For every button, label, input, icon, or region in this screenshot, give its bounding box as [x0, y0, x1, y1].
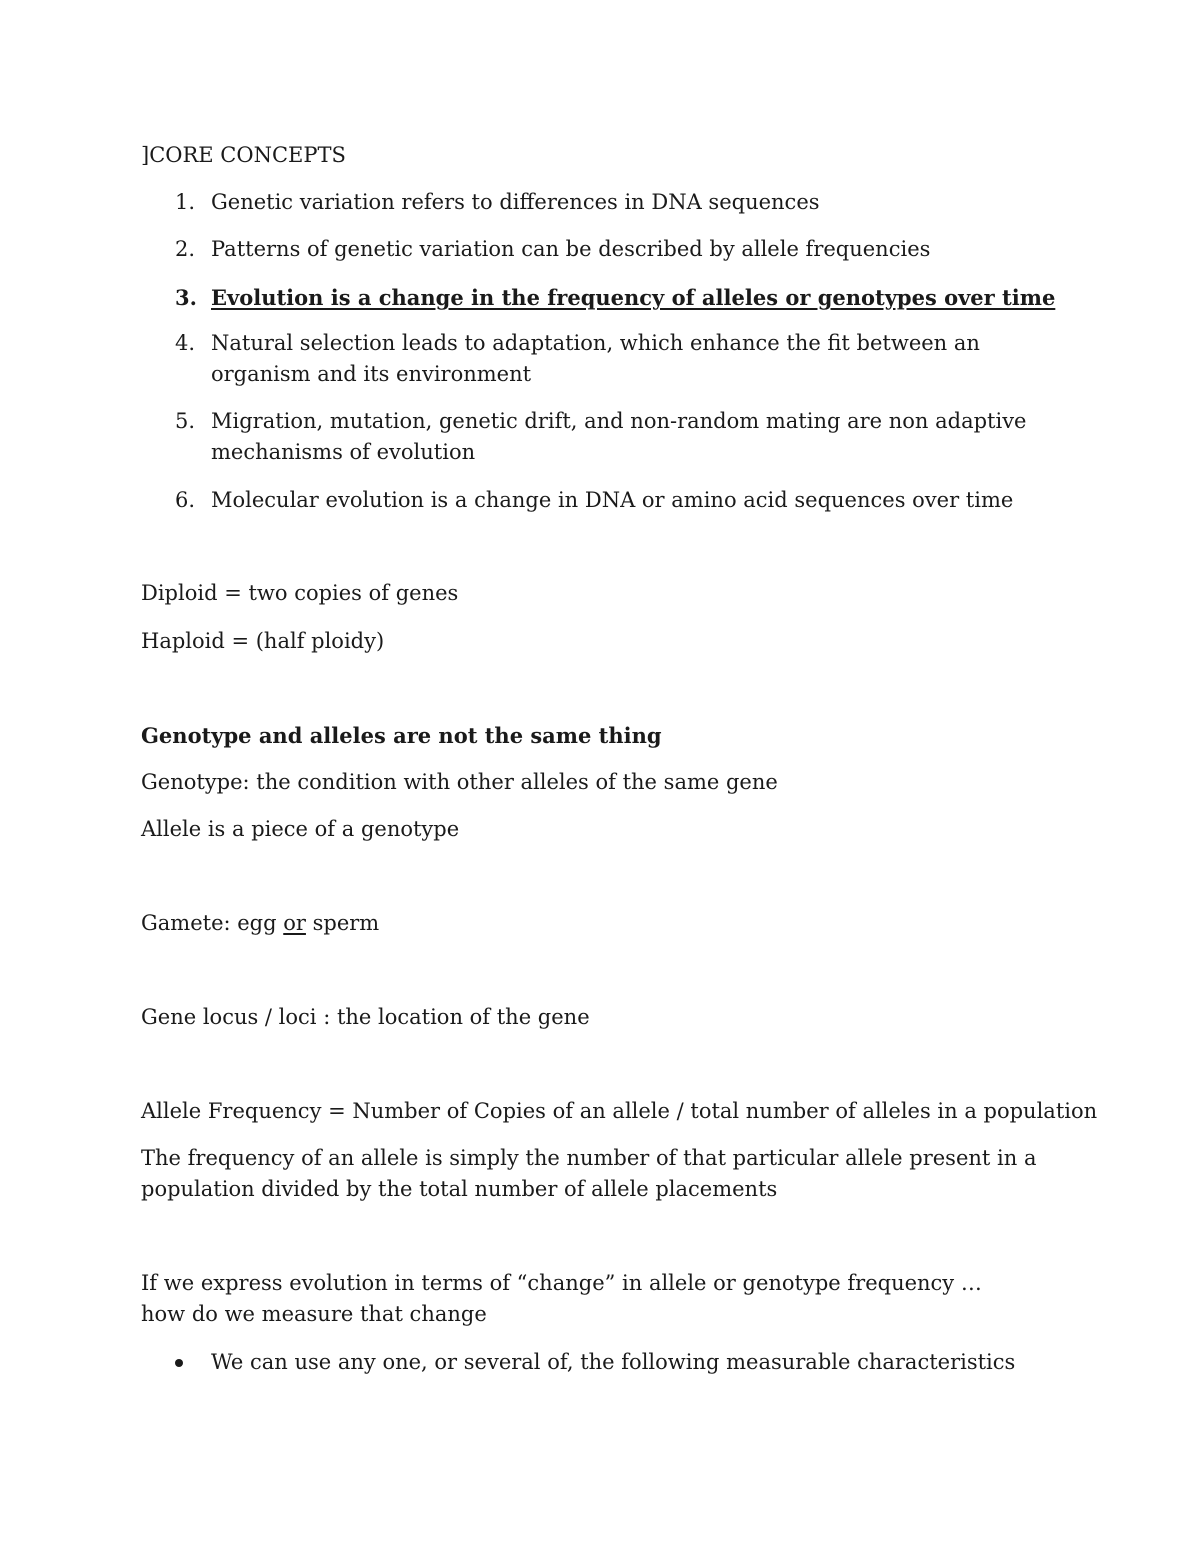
concept-item: Patterns of genetic variation can be described by allele frequencies [211, 237, 931, 261]
gamete-or: or [283, 911, 306, 935]
genotype-definition: Genotype: the condition with other alleles of the same gene [141, 770, 778, 794]
gamete-prefix: Gamete: egg [141, 911, 284, 935]
concept-number: 2. [175, 237, 196, 261]
bullet-icon [175, 1359, 183, 1367]
concept-item: Genetic variation refers to differences in DNA sequences [211, 190, 820, 214]
concept-number: 6. [175, 488, 196, 512]
diploid-definition: Diploid = two copies of genes [141, 581, 459, 605]
concept-item: Migration, mutation, genetic drift, and non-random mating are non adaptive mechanisms of evolution [211, 409, 1027, 464]
concept-item: Molecular evolution is a change in DNA or amino acid sequences over time [211, 488, 1014, 512]
page-heading: ]CORE CONCEPTS [141, 143, 346, 167]
concept-item-highlighted: Evolution is a change in the frequency of alleles or genotypes over time [211, 285, 1056, 310]
concept-item: Natural selection leads to adaptation, which enhance the fit between an organism and its environment [211, 331, 980, 386]
gene-locus-definition: Gene locus / loci : the location of the gene [141, 1005, 590, 1029]
frequency-explanation: The frequency of an allele is simply the number of that particular allele present in a population divided by the total number of allele placements [141, 1146, 1037, 1201]
concept-number: 5. [175, 409, 196, 433]
concept-number: 3. [175, 285, 197, 310]
gamete-suffix: sperm [305, 911, 380, 935]
haploid-definition: Haploid = (half ploidy) [141, 629, 385, 653]
gamete-definition [141, 908, 1061, 939]
section-heading: Genotype and alleles are not the same thing [141, 723, 662, 748]
concept-number: 1. [175, 190, 196, 214]
allele-frequency-formula: Allele Frequency = Number of Copies of an allele / total number of alleles in a population [141, 1099, 1098, 1123]
evolution-question: If we express evolution in terms of “change” in allele or genotype frequency … how do we measure that change [141, 1271, 982, 1326]
bullet-item: We can use any one, or several of, the following measurable characteristics [211, 1350, 1016, 1374]
allele-definition: Allele is a piece of a genotype [141, 817, 460, 841]
concept-number: 4. [175, 331, 196, 355]
